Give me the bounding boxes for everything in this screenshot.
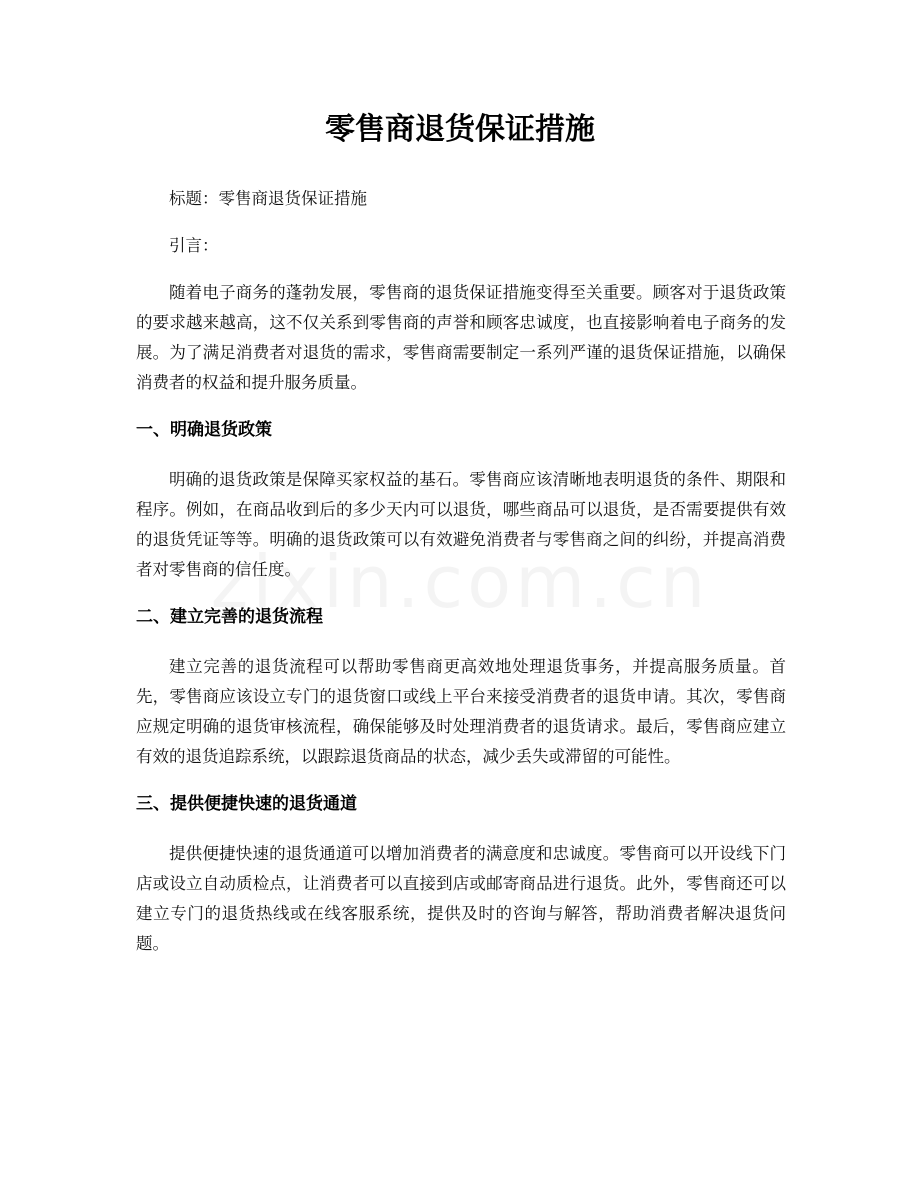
intro-paragraph: 随着电子商务的蓬勃发展，零售商的退货保证措施变得至关重要。顾客对于退货政策的要求越来越高，这不仅关系到零售商的声誉和顾客忠诚度，也直接影响着电子商务的发展。为了满足消费者对退货的需求，零售商需要制定一系列严谨的退货保证措施，以确保消费者的权益和提升服务质量。 [136,283,786,392]
section-body-3: 提供便捷快速的退货通道可以增加消费者的满意度和忠诚度。零售商可以开设线下门店或设立自动质检点，让消费者可以直接到店或邮寄商品进行退货。此外，零售商还可以建立专门的退货热线或在线客服系统，提供及时的咨询与解答，帮助消费者解决退货问题。 [136,844,786,953]
section-body-1: 明确的退货政策是保障买家权益的基石。零售商应该清晰地表明退货的条件、期限和程序。例如，在商品收到后的多少天内可以退货，哪些商品可以退货，是否需要提供有效的退货凭证等等。明确的退货政策可以有效避免消费者与零售商之间的纠纷，并提高消费者对零售商的信任度。 [136,470,786,579]
section-heading-2: 二、建立完善的退货流程 [136,607,323,627]
intro-label: 引言： [169,236,219,255]
document-body [136,184,786,976]
section-heading-3: 三、提供便捷快速的退货通道 [136,794,357,814]
subtitle-line: 标题：零售商退货保证措施 [169,189,367,208]
section-body-2: 建立完善的退货流程可以帮助零售商更高效地处理退货事务，并提高服务质量。首先，零售商应该设立专门的退货窗口或线上平台来接受消费者的退货申请。其次，零售商应规定明确的退货审核流程，确保能够及时处理消费者的退货请求。最后，零售商应建立有效的退货追踪系统，以跟踪退货商品的状态，减少丢失或滞留的可能性。 [136,657,786,766]
document-title: 零售商退货保证措施 [325,112,595,147]
section-heading-1: 一、明确退货政策 [136,420,272,440]
